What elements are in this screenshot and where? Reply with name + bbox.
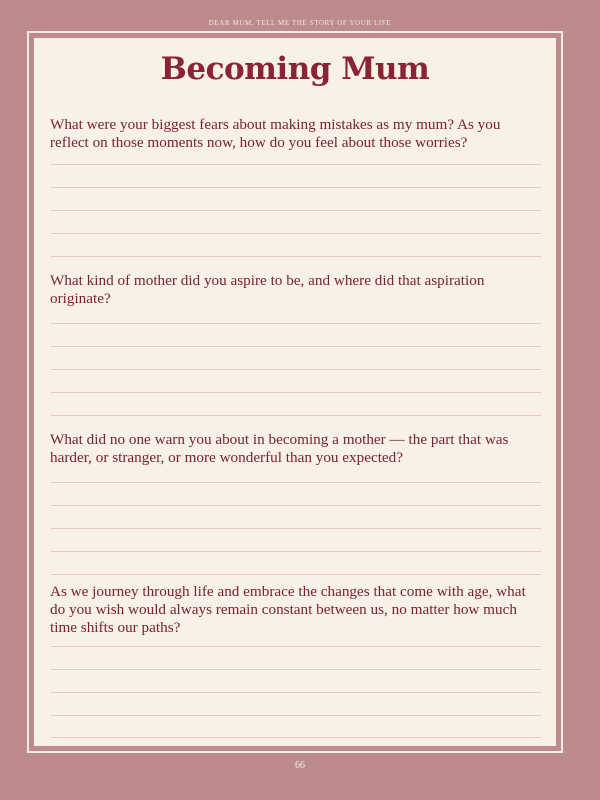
answer-line <box>51 646 541 647</box>
answer-line <box>51 482 541 483</box>
page-title: Becoming Mum <box>160 51 430 87</box>
answer-line <box>51 256 541 257</box>
answer-line <box>51 346 541 347</box>
answer-line <box>51 210 541 211</box>
answer-line <box>51 187 541 188</box>
answer-line <box>51 164 541 165</box>
answer-line <box>51 692 541 693</box>
answer-line <box>51 369 541 370</box>
question-3: What did no one warn you about in becoming a mother — the part that was harder, or stranger, or more wonderful than you expected? <box>50 431 509 466</box>
answer-line <box>51 574 541 575</box>
question-4: As we journey through life and embrace the changes that come with age, what do you wish would always remain constant between us, no matter how much time shifts our paths? <box>50 583 526 636</box>
question-1: What were your biggest fears about making mistakes as my mum? As you reflect on those moments now, how do you feel about those worries? <box>50 116 501 151</box>
answer-line <box>51 505 541 506</box>
answer-line <box>51 323 541 324</box>
answer-line <box>51 551 541 552</box>
answer-line <box>51 528 541 529</box>
page-number: 66 <box>295 760 305 771</box>
answer-line <box>51 737 541 738</box>
answer-line <box>51 669 541 670</box>
answer-line <box>51 715 541 716</box>
answer-line <box>51 392 541 393</box>
question-2: What kind of mother did you aspire to be, and where did that aspiration originate? <box>50 272 485 307</box>
answer-line <box>51 415 541 416</box>
running-header: DEAR MUM, TELL ME THE STORY OF YOUR LIFE <box>208 19 392 27</box>
answer-line <box>51 233 541 234</box>
